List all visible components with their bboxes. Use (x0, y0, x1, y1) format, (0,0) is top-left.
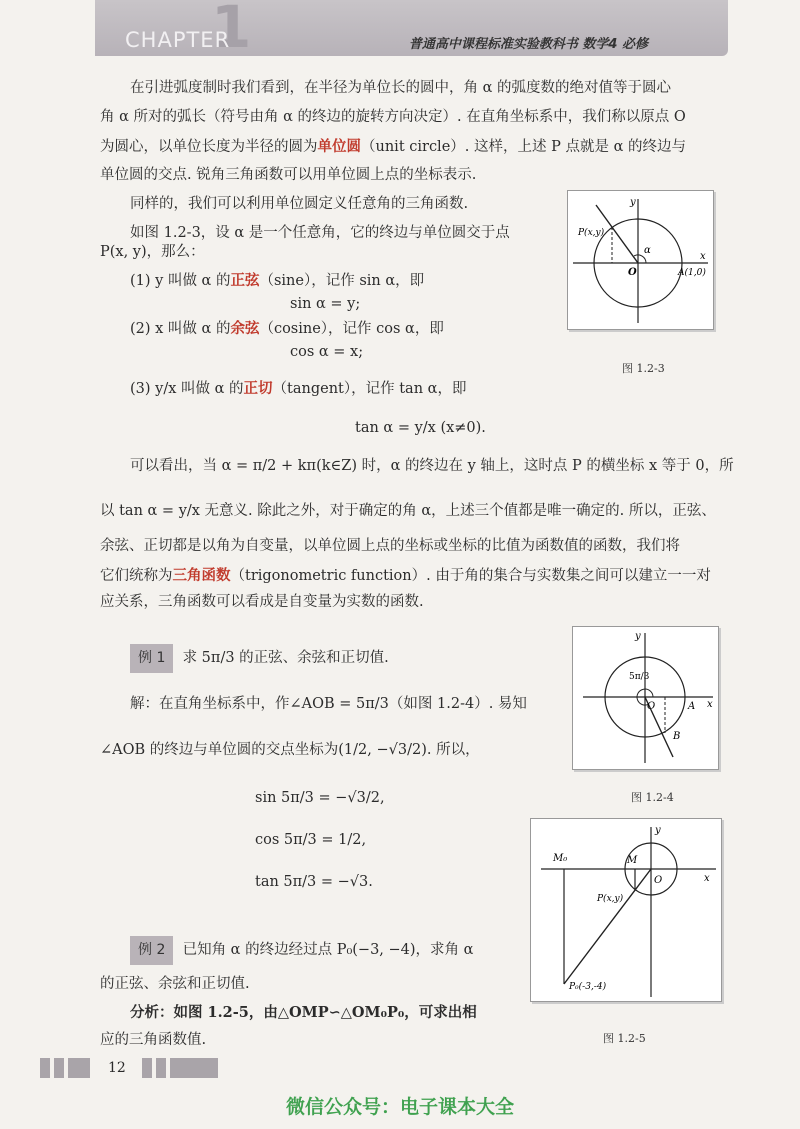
fig3-p0-label: P₀(-3,-4) (569, 982, 607, 992)
def2-formula: cos α = x; (290, 344, 364, 360)
terminal-side (564, 869, 651, 984)
fig2-o-label: O (647, 701, 656, 712)
fig3-m-label: M (627, 855, 638, 866)
fig2-angle-label: 5π/3 (629, 672, 650, 682)
example1-tag: 例 1 (130, 644, 173, 673)
para4-line1: 可以看出，当 α = π/2 + kπ(k∈Z) 时，α 的终边在 y 轴上，这时点 P 的横坐标 x 等于 0，所 (130, 458, 734, 474)
footer-bar-2 (54, 1058, 64, 1078)
example2-analysis-line2: 应的三角函数值. (100, 1032, 207, 1048)
example2-analysis-line1: 分析：如图 1.2-5，由△OMP∽△OM₀P₀，可求出相 (130, 1004, 477, 1021)
fig2-y-label: y (635, 631, 641, 642)
footer-bar-6 (170, 1058, 218, 1078)
figure-1-2-3-caption: 图 1.2-3 (622, 362, 665, 375)
fig1-alpha-label: α (644, 245, 651, 256)
fig2-a-label: A (688, 701, 696, 712)
def1-formula: sin α = y; (290, 296, 361, 312)
fig3-o-label: O (654, 875, 663, 886)
para4-line5: 应关系，三角函数可以看成是自变量为实数的函数. (100, 594, 424, 610)
example2-question-line2: 的正弦、余弦和正切值. (100, 976, 250, 992)
example1-solution-line1: 解：在直角坐标系中，作∠AOB = 5π/3（如图 1.2-4）. 易知 (130, 696, 527, 712)
def3-line: (3) y/x 叫做 α 的正切（tangent），记作 tan α，即 (130, 380, 467, 397)
footer-bar-1 (40, 1058, 50, 1078)
para4-line2: 以 tan α = y/x 无意义. 除此之外，对于确定的角 α，上述三个值都是唯一确定的. 所以，正弦、 (100, 503, 716, 519)
fig3-p-label: P(x,y) (597, 894, 624, 904)
fig3-m0-label: M₀ (553, 853, 568, 864)
example1-cos: cos 5π/3 = 1/2, (255, 832, 367, 848)
footer-bar-5 (156, 1058, 166, 1078)
unit-circle-diagram (568, 191, 713, 329)
example2-heading (130, 936, 473, 965)
page-number: 12 (108, 1060, 126, 1076)
fig1-y-label: y (630, 197, 636, 208)
chapter-number: 1 (211, 0, 252, 61)
para1-line3: 为圆心，以单位长度为半径的圆为单位圆（unit circle）. 这样，上述 P 点就是 α 的终边与 (100, 138, 686, 155)
footer-bar-4 (142, 1058, 152, 1078)
example1-tan: tan 5π/3 = −√3. (255, 874, 373, 890)
para3-line1: 如图 1.2-3，设 α 是一个任意角，它的终边与单位圆交于点 (130, 225, 510, 241)
def1-line: (1) y 叫做 α 的正弦（sine），记作 sin α，即 (130, 272, 425, 289)
footer-bar-3 (68, 1058, 90, 1078)
book-title: 普通高中课程标准实验教科书 数学4 必修 (408, 37, 648, 52)
def2-line: (2) x 叫做 α 的余弦（cosine），记作 cos α，即 (130, 320, 444, 337)
term-trig-function: 三角函数 (172, 567, 231, 584)
example2-question-line1: 已知角 α 的终边经过点 P₀(−3, −4)，求角 α (182, 942, 474, 958)
fig1-p-label: P(x,y) (578, 228, 605, 238)
para1-line1: 在引进弧度制时我们看到，在半径为单位长的圆中，角 α 的弧度数的绝对值等于圆心 (130, 80, 672, 96)
fig3-y-label: y (655, 825, 661, 836)
fig1-x-label: x (700, 251, 706, 262)
example2-tag: 例 2 (130, 936, 173, 965)
wechat-watermark: 微信公众号：电子课本大全 (285, 1096, 514, 1118)
example1-question: 求 5π/3 的正弦、余弦和正切值. (182, 650, 389, 666)
term-cosine: 余弦 (230, 320, 260, 337)
para1-line2: 角 α 所对的弧长（符号由角 α 的终边的旋转方向决定）. 在直角坐标系中，我们称以原点 O (100, 109, 686, 125)
figure-1-2-5-caption: 图 1.2-5 (603, 1032, 646, 1045)
para1-line4: 单位圆的交点. 锐角三角函数可以用单位圆上点的坐标表示. (100, 167, 477, 183)
angle-5pi3-diagram (573, 627, 718, 769)
point-p0-diagram (531, 819, 721, 1001)
term-tangent: 正切 (243, 380, 273, 397)
para4-line4: 它们统称为三角函数（trigonometric function）. 由于角的集合与实数集之间可以建立一一对 (100, 567, 711, 584)
figure-1-2-3 (567, 190, 714, 330)
fig1-a-label: A(1,0) (678, 268, 706, 278)
para3-line2: P(x, y)，那么： (100, 244, 205, 260)
para4-line3: 余弦、正切都是以角为自变量，以单位圆上点的坐标或坐标的比值为函数值的函数，我们将 (100, 538, 680, 554)
term-sine: 正弦 (230, 272, 260, 289)
fig2-x-label: x (707, 699, 713, 710)
para2: 同样的，我们可以利用单位圆定义任意角的三角函数. (130, 196, 469, 212)
figure-1-2-4 (572, 626, 719, 770)
example1-solution-line2: ∠AOB 的终边与单位圆的交点坐标为(1/2, −√3/2). 所以， (100, 742, 480, 758)
term-unit-circle: 单位圆 (317, 138, 361, 155)
example1-sin: sin 5π/3 = −√3/2, (255, 790, 385, 806)
chapter-header (95, 0, 728, 61)
def3-formula: tan α = y/x (x≠0). (355, 420, 486, 436)
fig1-o-label: O (628, 267, 637, 278)
chapter-label: CHAPTER (125, 28, 231, 52)
example1-heading (130, 644, 389, 673)
figure-1-2-5 (530, 818, 722, 1002)
fig2-b-label: B (673, 731, 681, 742)
figure-1-2-4-caption: 图 1.2-4 (631, 791, 674, 804)
fig3-x-label: x (704, 873, 710, 884)
